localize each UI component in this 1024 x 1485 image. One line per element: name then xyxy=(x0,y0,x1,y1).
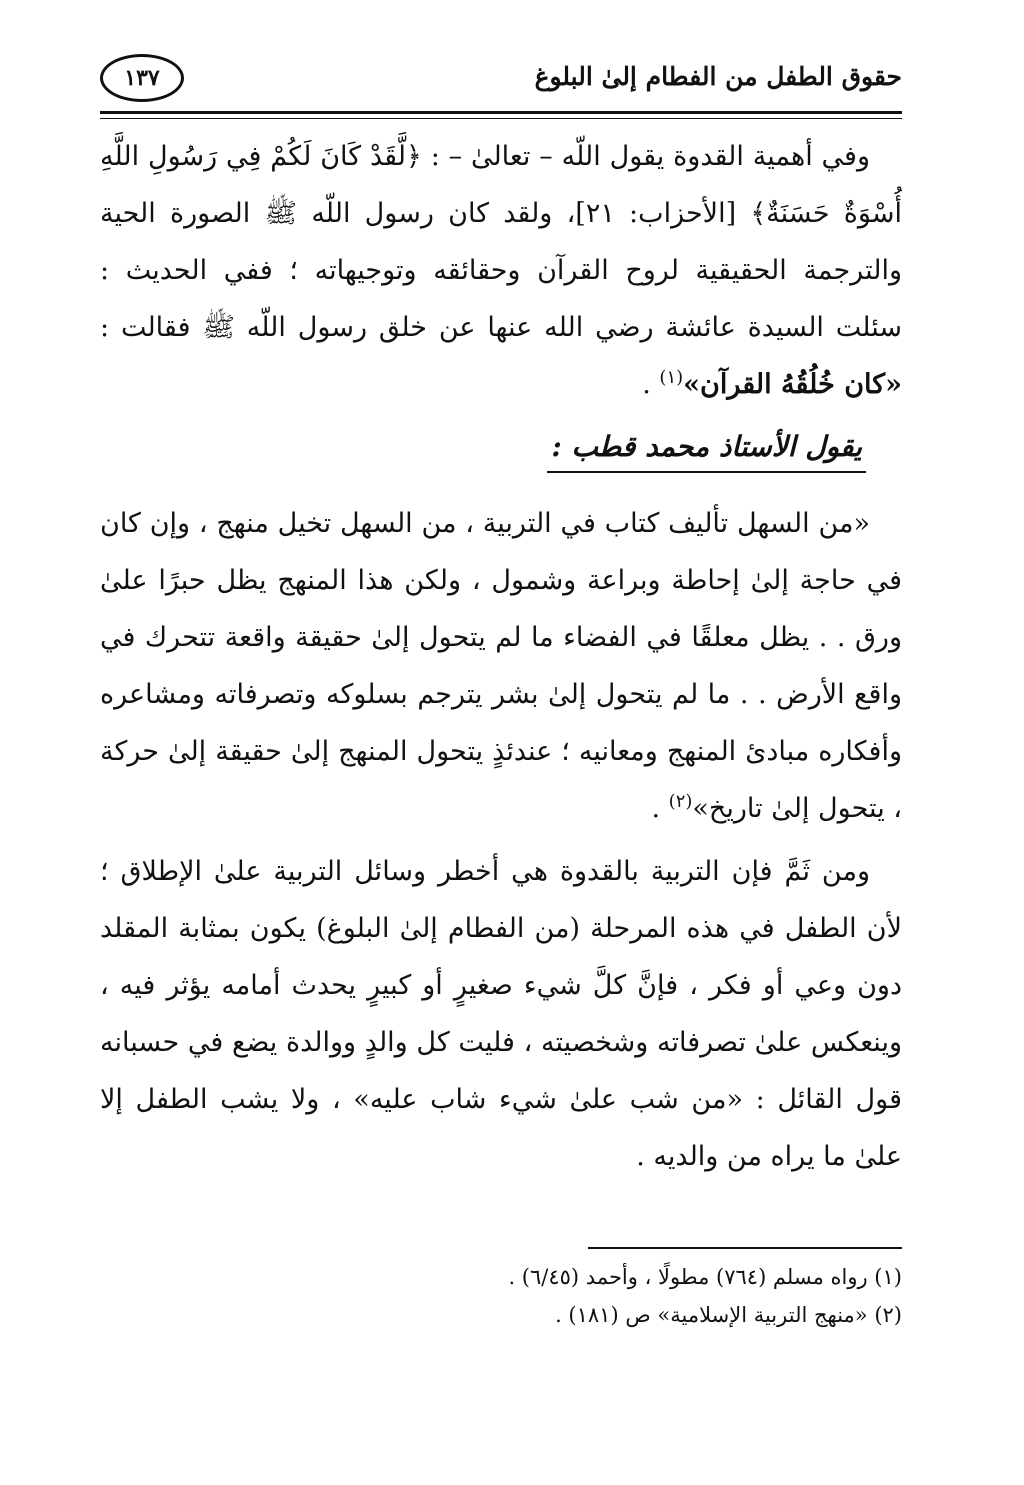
footnote-divider xyxy=(588,1247,902,1249)
footnote-marker-2: (٢) xyxy=(668,791,693,812)
footnote-1: (١) رواه مسلم (٧٦٤) مطولًا ، وأحمد (٦/٤٥) . xyxy=(508,1265,902,1289)
hadith-quote: «كان خُلُقُهُ القرآن» xyxy=(683,369,902,400)
main-text xyxy=(100,128,902,1185)
paragraph-2-end: . xyxy=(651,793,661,824)
verse-reference: [الأحزاب: ٢١]، xyxy=(566,198,737,229)
paragraph-1 xyxy=(100,128,902,413)
footnotes xyxy=(100,1258,902,1334)
page-header xyxy=(100,52,902,114)
footnote-marker-1: (١) xyxy=(659,367,684,388)
paragraph-3: ومن ثَمَّ فإن التربية بالقدوة هي أخطر وسائل التربية علىٰ الإطلاق ؛ لأن الطفل في هذه المرحلة (من الفطام إلىٰ البلوغ) يكون بمثابة المقلد دون وعي أو فكر ، فإنَّ كلَّ شيء صغيرٍ أو كبيرٍ يحدث أمامه يؤثر فيه ، وينعكس علىٰ تصرفاته وشخصيته ، فليت كل والدٍ ووالدة يضع في حسبانه قول القائل : «من شب علىٰ شيء شاب عليه» ، ولا يشب الطفل إلا علىٰ ما يراه من والديه . xyxy=(100,856,902,1172)
paragraph-1-intro: وفي أهمية القدوة يقول اللّه – تعالىٰ – : xyxy=(430,141,870,172)
running-title: حقوق الطفل من الفطام إلىٰ البلوغ xyxy=(534,62,902,91)
footnote-2: (٢) «منهج التربية الإسلامية» ص (١٨١) . xyxy=(555,1303,902,1327)
section-heading: يقول الأستاذ محمد قطب : xyxy=(547,423,866,473)
header-rule-thick xyxy=(100,111,902,114)
paragraph-1-body: ولقد كان رسول اللّه ﷺ الصورة الحية والترجمة الحقيقية لروح القرآن وحقائقه وتوجيهاته ؛ ففي الحديث : سئلت السيدة عائشة رضي الله عنها عن خلق رسول اللّه ﷺ فقالت : xyxy=(100,198,902,343)
paragraph-1-end: . xyxy=(642,369,651,400)
page-number: ١٣٧ xyxy=(100,54,184,102)
paragraph-2-text: «من السهل تأليف كتاب في التربية ، من السهل تخيل منهج ، وإن كان في حاجة إلىٰ إحاطة وبراعة وشمول ، ولكن هذا المنهج يظل حبرًا علىٰ ورق . . يظل معلقًا في الفضاء ما لم يتحول إلىٰ حقيقة واقعة تتحرك في واقع الأرض . . ما لم يتحول إلىٰ بشر يترجم بسلوكه وتصرفاته ومشاعره وأفكاره مبادئ المنهج ومعانيه ؛ عندئذٍ يتحول المنهج إلىٰ حقيقة إلىٰ حركة ، يتحول إلىٰ تاريخ» xyxy=(100,508,902,824)
quran-verse: ﴿لَّقَدْ كَانَ لَكُمْ فِي رَسُولِ اللَّهِ أُسْوَةٌ حَسَنَةٌ﴾ xyxy=(100,141,902,229)
paragraph-2 xyxy=(100,495,902,837)
header-rule-thin xyxy=(100,118,902,119)
